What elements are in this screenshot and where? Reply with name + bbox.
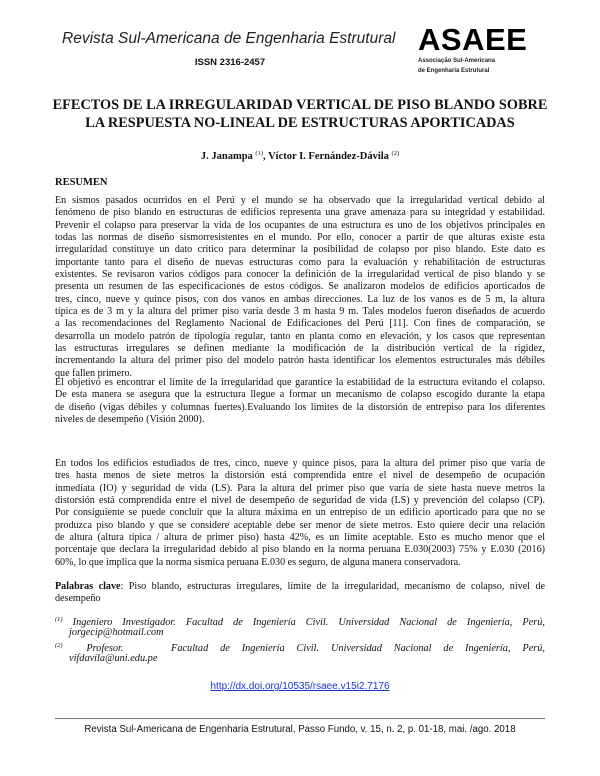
page-footer: Revista Sul-Americana de Engenharia Estrutural, Passo Fundo, v. 15, n. 2, p. 01-18, mai. /ago. 2018 — [84, 724, 516, 735]
paragraph-line: En todos los edificios estudiados de tres, cinco, nueve y quince pisos, para la altura del primer piso que varía de — [55, 458, 545, 469]
logo-subtitle-1: Associação Sul-Americana — [418, 58, 496, 64]
footnote-text: Ingeniero Investigador. Facultad de Ingeniería Civil. Universidad Nacional de Ingeniería, Perú, — [62, 617, 545, 628]
title-line: EFECTOS DE LA IRREGULARIDAD VERTICAL DE PISO BLANDO SOBRE — [52, 97, 548, 113]
journal-title: Revista Sul-Americana de Engenharia Estrutural — [62, 30, 396, 47]
paragraph-line: incrementando la altura del primer piso del modelo patrón hasta identificar los elementos estructurales más débiles — [55, 355, 545, 367]
author-name: J. Janampa — [200, 151, 253, 162]
asaee-logo — [418, 22, 528, 75]
paragraph-line: presenta un resumen de las especificaciones de estos códigos. Se analizaron modelos de edificios aporticados de — [55, 281, 545, 293]
abstract-paragraph — [55, 195, 545, 380]
paragraph-line: típica es de 3 m y la altura del primer piso varía desde 3 m hasta 9 m. Tales modelos fueron diseñados de acuerdo — [55, 306, 545, 318]
paragraph-line: Por consiguiente se puede concluir que la altura máxima en un entrepiso de un edificio aporticado para que no se — [55, 507, 545, 519]
affiliation-marker: (1) — [255, 150, 264, 157]
affiliation-marker: (2) — [391, 150, 400, 157]
footnote-email: jorgecip@hotmail.com — [69, 626, 164, 638]
authors — [40, 150, 560, 162]
doi-link[interactable]: http://dx.doi.org/10535/rsaee.v15i2.7176 — [210, 681, 390, 692]
footnote-marker: (2) — [55, 642, 63, 649]
abstract-heading: RESUMEN — [55, 177, 108, 188]
paragraph-line: tres hasta menos de siete metros la distorsión está comprendida entre el nivel de desempeño de ocupación — [55, 470, 545, 482]
keywords-label: Palabras clave — [55, 581, 121, 592]
paragraph-line: En sismos pasados ocurridos en el Perú y el mundo se ha observado que la irregularidad vertical debido al — [55, 195, 545, 206]
paragraph-line: De esta manera se asegura que la estructura llegue a formar un mecanismo de colapso escogido durante la etapa — [55, 389, 545, 401]
keywords-text: : Piso blando, estructuras irregulares, límite de la irregularidad, mecanismo de colapso, nivel de — [120, 581, 546, 592]
author-name: Víctor I. Fernández-Dávila — [268, 151, 389, 162]
paragraph-line: todas las normas de diseño sismorresistentes en el mundo. Por ello, conocer a partir de que alturas existe esta — [55, 232, 545, 244]
paragraph-line: porcentaje que declara la irregularidad debido al piso blando en la norma peruana E.030(2003) 75% y E.030 (2016) — [55, 544, 545, 556]
paragraph-line: existentes. Se revisaron varios códigos para conocer la definición de la irregularidad vertical de piso blando y se — [55, 269, 545, 281]
footnote — [55, 614, 545, 639]
paragraph-line: a las recomendaciones del Reglamento Nacional de Edificaciones del Perú [11]. Con fines de comparación, se — [55, 318, 545, 330]
footer-divider — [55, 718, 545, 719]
footnote-text: Profesor. Facultad de Ingeniería Civil. Universidad Nacional de Ingeniería, Perú, — [62, 643, 545, 654]
paragraph-line: inmediata (IO) y seguridad de vida (LS). Para la altura del primer piso que varía de siete hasta nueve metros la — [55, 482, 545, 494]
article-title — [40, 96, 560, 132]
paragraph-line: importante tanto para el diseño de nuevas estructuras como para la evaluación y rehabilitación de estructuras — [55, 256, 545, 268]
footnote-marker: (1) — [55, 616, 63, 623]
abstract-paragraph — [55, 377, 545, 426]
paragraph-line: Prevenir el colapso para preservar la vida de los ocupantes de una estructura es uno de los objetivos principales en — [55, 219, 545, 231]
paragraph-line: El objetivo es encontrar el límite de la irregularidad que garantice la estabilidad de la estructura evitando el colapso. — [55, 377, 545, 388]
paragraph-line: produzca piso blando y que se considere aceptable debe ser menor de siete metros. Esto quiere decir una relación — [55, 519, 545, 531]
paragraph-line: 60%, lo que implica que la norma sísmica peruana E.030 es seguro, de alguna manera conservadora. — [55, 556, 461, 568]
author-separator: , — [263, 151, 269, 162]
logo-subtitle-2: de Engenharia Estrutural — [418, 67, 490, 74]
issn: ISSN 2316-2457 — [194, 57, 266, 68]
keywords-text: desempeño — [55, 593, 101, 605]
paragraph-line: que fallen primero. — [55, 367, 133, 379]
paragraph-line: de diseño (vigas débiles y columnas fuertes).Evaluando los límites de la distorsión de entrepiso para los diferentes — [55, 401, 545, 413]
doi — [40, 681, 560, 692]
paragraph-line: de altura (altura típica / altura de primer piso) hasta 42%, es un límite aceptable. Esto es mucho menor que el — [55, 532, 545, 544]
paragraph-line: fenómeno de piso blando en estructuras de edificios representa una grave amenaza para su integridad y estabilidad. — [55, 207, 545, 219]
paragraph-line: distorsión está comprendida entre el nivel de desempeño de seguridad de vida (LS) y prevención del colapso (CP). — [55, 495, 545, 507]
logo-name: ASAEE — [418, 22, 528, 57]
abstract-paragraph — [55, 458, 545, 569]
footnote — [55, 640, 545, 665]
keywords — [55, 581, 545, 606]
paragraph-line: niveles de desempeño (Visión 2000). — [55, 414, 205, 426]
paragraph-line: irregularidad constituye un dato crítico para determinar la posibilidad de colapso por piso blando. Este dato es — [55, 244, 545, 256]
paragraph-line: desarrolla un modelo patrón de tipología regular, tanto en planta como en elevación, y los casos que representan — [55, 330, 545, 342]
paragraph-line: tres, cinco, nueve y quince pisos, con dos vanos en ambas direcciones. La luz de los vanos es de 5 m, la altura — [55, 293, 545, 305]
paragraph-line: las estructuras irregulares se definen mediante la modificación de la distribución vertical de la rigidez, — [55, 343, 545, 355]
title-line: LA RESPUESTA NO-LINEAL DE ESTRUCTURAS APORTICADAS — [85, 115, 515, 131]
footnote-email: vifdavila@uni.edu.pe — [69, 652, 158, 664]
